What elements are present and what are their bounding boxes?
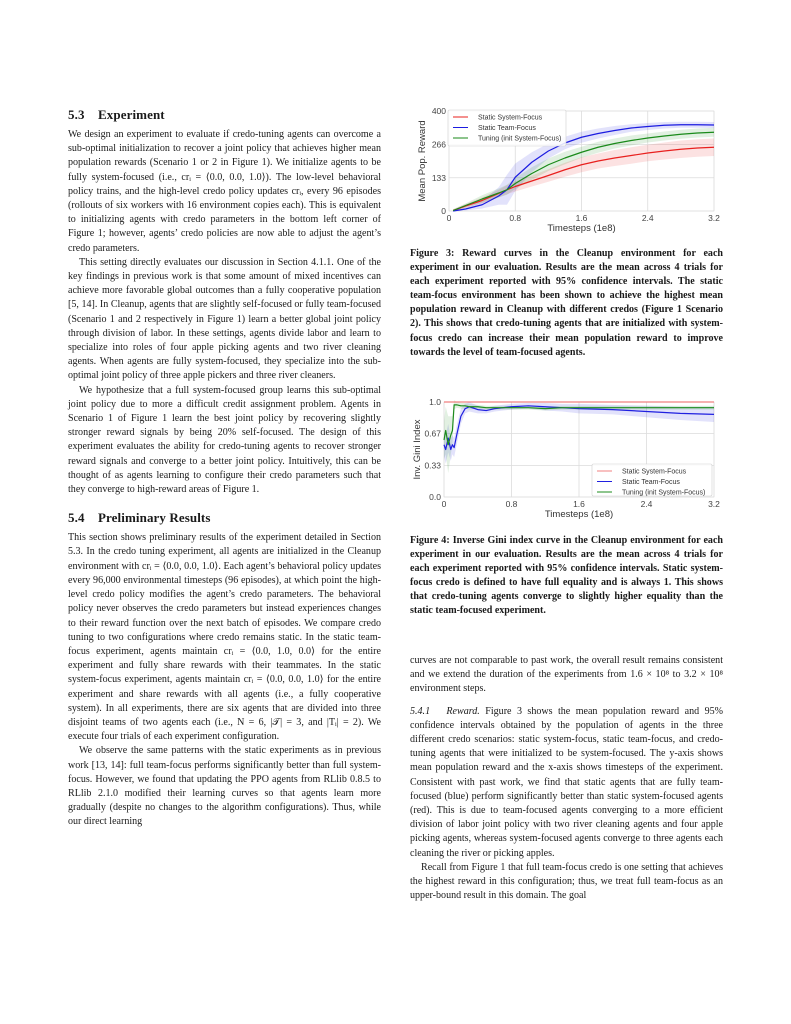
y-tick-label: 0 — [441, 206, 446, 216]
section-title: Experiment — [98, 107, 165, 122]
x-tick-label: 1.6 — [575, 213, 588, 223]
legend-label: Static System-Focus — [622, 468, 687, 476]
legend-label: Static Team-Focus — [478, 125, 536, 132]
y-tick-label: 0.67 — [424, 428, 441, 439]
figure-3-caption: Figure 3: Reward curves in the Cleanup environment for each experiment in our evaluation. Results are the mean across 4 trials for each experiment reported with 95% confidence intervals. The static team-focus environment has been shown to achieve the highest mean population reward in Cleanup with different credos (Figure 1 Scenario 2). This shows that credo-tuning agents that are initialized with system-focus credo can increase their mean population reward to improve towards the level of team-focused agents. — [410, 248, 723, 358]
legend — [448, 110, 566, 146]
y-tick-label: 400 — [431, 106, 446, 116]
paragraph: We design an experiment to evaluate if credo-tuning agents can overcome a sub-optimal initialization to recover a joint policy that achieves higher mean population rewards (Scenario 1 or 2 in Figure 1). We initialize agents to be fully system-focused (i.e., crᵢ = ⟨0.0, 0.0, 1.0⟩). The low-level behavioral policy trains, and the high-level credo policy updates crᵢ, every 96 episodes (rollouts of six workers with 16 environment copies each). This is equivalent to initializing agents with credo parameters in the bottom left corner of Figure 1; however, agents’ credo policies are now able to adjust the agent’s credo parameters. — [68, 129, 381, 254]
x-tick-label: 0.8 — [509, 213, 522, 223]
right-column-text — [410, 654, 723, 903]
section-number: 5.3 — [68, 107, 85, 122]
subsection-title: Reward. — [446, 705, 480, 717]
figure-3-reward-chart — [405, 105, 735, 235]
x-tick-label: 2.4 — [641, 213, 654, 223]
legend — [592, 464, 712, 497]
x-tick-label: 0.8 — [505, 499, 518, 509]
section-heading-5-3 — [68, 106, 381, 124]
y-axis-label: Mean Pop. Reward — [417, 120, 428, 202]
paragraph: curves are not comparable to past work, the overall result remains consistent and we extend the duration of the experiments from 1.6 × 10⁸ to 3.2 × 10⁸ environment steps. — [410, 655, 723, 695]
y-tick-label: 133 — [431, 172, 446, 183]
paragraph: This section shows preliminary results of the experiment detailed in Section 5.3. In the credo tuning experiment, all agents are initialized in the Cleanup environment with crᵢ = ⟨0.0, 0.0, 1.0⟩. Each agent’s behavioral policy updates every 96,000 environmental timesteps (96 episodes), at which point the high-level credo policy modifies the agent’s credo parameters. The behavioral policy never observes the credo parameters but instead experiences changes to their reward function over the next batch of episodes. We compare credo tuning to two configurations where credo remains static. In the static team-focus experiment, agents maintain crᵢ = ⟨0.0, 1.0, 0.0⟩ for the entire experiment and fully share rewards with their teammates. In the static system-focus experiment, agents maintain crᵢ = ⟨0.0, 0.0, 1.0⟩ for the entire experiment and share rewards with all agents (i.e., a fully cooperative system). In all experiments, there are six agents that are divided into three disjoint teams of two agents each (i.e., N = 6, |𝒯| = 3, and |Tᵢ| = 2). We execute four trials of each experiment configuration. — [68, 532, 381, 743]
paragraph: We hypothesize that a full system-focused group learns this sub-optimal joint policy due to more a difficult credit assignment problem. Agents in Scenario 1 of Figure 1 learn the best joint policy by recovering slightly stronger reward signals by being 20% self-focused. The design of this experiment evaluates the ability for credo-tuning agents to recover stronger reward signals and converge to a better joint policy. Intuitively, this can be thought of as agents learning to configure their credo parameters such that they converge to high-reward areas of Figure 1. — [68, 384, 381, 496]
section-title: Preliminary Results — [98, 510, 211, 526]
paragraph-text: Figure 3 shows the mean population reward and 95% confidence intervals obtained by the population of agents in the three different credo scenarios: static system-focus, static team-focus, and credo-tuning agents that were initialized to be system-focused. The y-axis shows mean population reward and the x-axis shows timesteps of the experiment. Consistent with past work, we find that static agents that are fully team-focused (blue) perform significantly better than static system-focused agents (red). This is due to team-focused agents converging to a more efficient division of labor joint policy with two river cleaning agents and four apple picking agents, whereas system-focused agents converge to three agents each cleaning the river or picking apples. — [410, 705, 723, 859]
subsection-number: 5.4.1 — [410, 705, 431, 717]
x-tick-label: 1.6 — [573, 499, 585, 509]
section-number: 5.4 — [68, 510, 85, 526]
x-tick-label: 0 — [446, 213, 452, 223]
section-heading-5-4 — [68, 509, 381, 527]
gini-chart-svg — [405, 390, 735, 520]
x-tick-label: 3.2 — [708, 213, 720, 223]
legend-label: Static System-Focus — [478, 114, 543, 122]
y-tick-label: 266 — [431, 139, 446, 150]
x-axis-label: Timesteps (1e8) — [547, 223, 616, 234]
left-column — [68, 106, 381, 830]
paragraph: Recall from Figure 1 that full team-focus credo is one setting that achieves the highest reward in this configuration; thus, we treat full team-focus as an upper-bound result in this domain. The goal — [410, 861, 723, 902]
x-tick-label: 0 — [441, 499, 447, 509]
figure-4-caption: Figure 4: Inverse Gini index curve in the Cleanup environment for each experiment in our evaluation. Results are the mean across 4 trials for each experiment reported with 95% confidence intervals. Static system-focus credo is defined to have full equality and is always 1. This shows that credo-tuning agents converge to slightly higher equality than the static team-focused experiment. — [410, 535, 723, 617]
figure-4-gini-chart — [405, 390, 735, 520]
legend-label: Tuning (init System-Focus) — [622, 489, 706, 497]
reward-chart-svg — [405, 105, 735, 235]
x-axis-label: Timesteps (1e8) — [544, 509, 614, 520]
y-axis-label: Inv. Gini Index — [412, 419, 423, 480]
y-tick-label: 0.33 — [424, 460, 441, 471]
y-tick-label: 1.0 — [429, 397, 441, 407]
x-tick-label: 3.2 — [708, 499, 720, 509]
paragraph: This setting directly evaluates our discussion in Section 4.1.1. One of the key findings in previous work is that some amount of mixed incentives can achieve more favorable global outcomes than a fully cooperative population [5, 14]. In Cleanup, agents that are slightly self-focused or fully team-focused (Scenario 1 and 2 respectively in Figure 1) learn a better global joint policy through division of labor. In these settings, agents divide labor and learn to specialize into roles of four apple picking agents and two river cleaning agents. When agents are fully system-focused, they specialize into the sub-optimal joint policy of three apple pickers and three river cleaners. — [68, 256, 381, 382]
legend-label: Static Team-Focus — [622, 479, 680, 486]
subsection-paragraph — [410, 705, 723, 861]
paragraph: We observe the same patterns with the static experiments as in previous work [13, 14]: full team-focus performs significantly better than full system-focus. However, we found that updating the PPO agents from RLlib 0.8.5 to RLlib 2.1.0 modified their learning curves so that agents learn more gradually (despite no changes to the algorithm configurations). Thus, while our direct learning — [68, 745, 381, 828]
x-tick-label: 2.4 — [640, 499, 653, 509]
legend-label: Tuning (init System-Focus) — [478, 135, 562, 143]
y-tick-label: 0.0 — [429, 492, 441, 502]
